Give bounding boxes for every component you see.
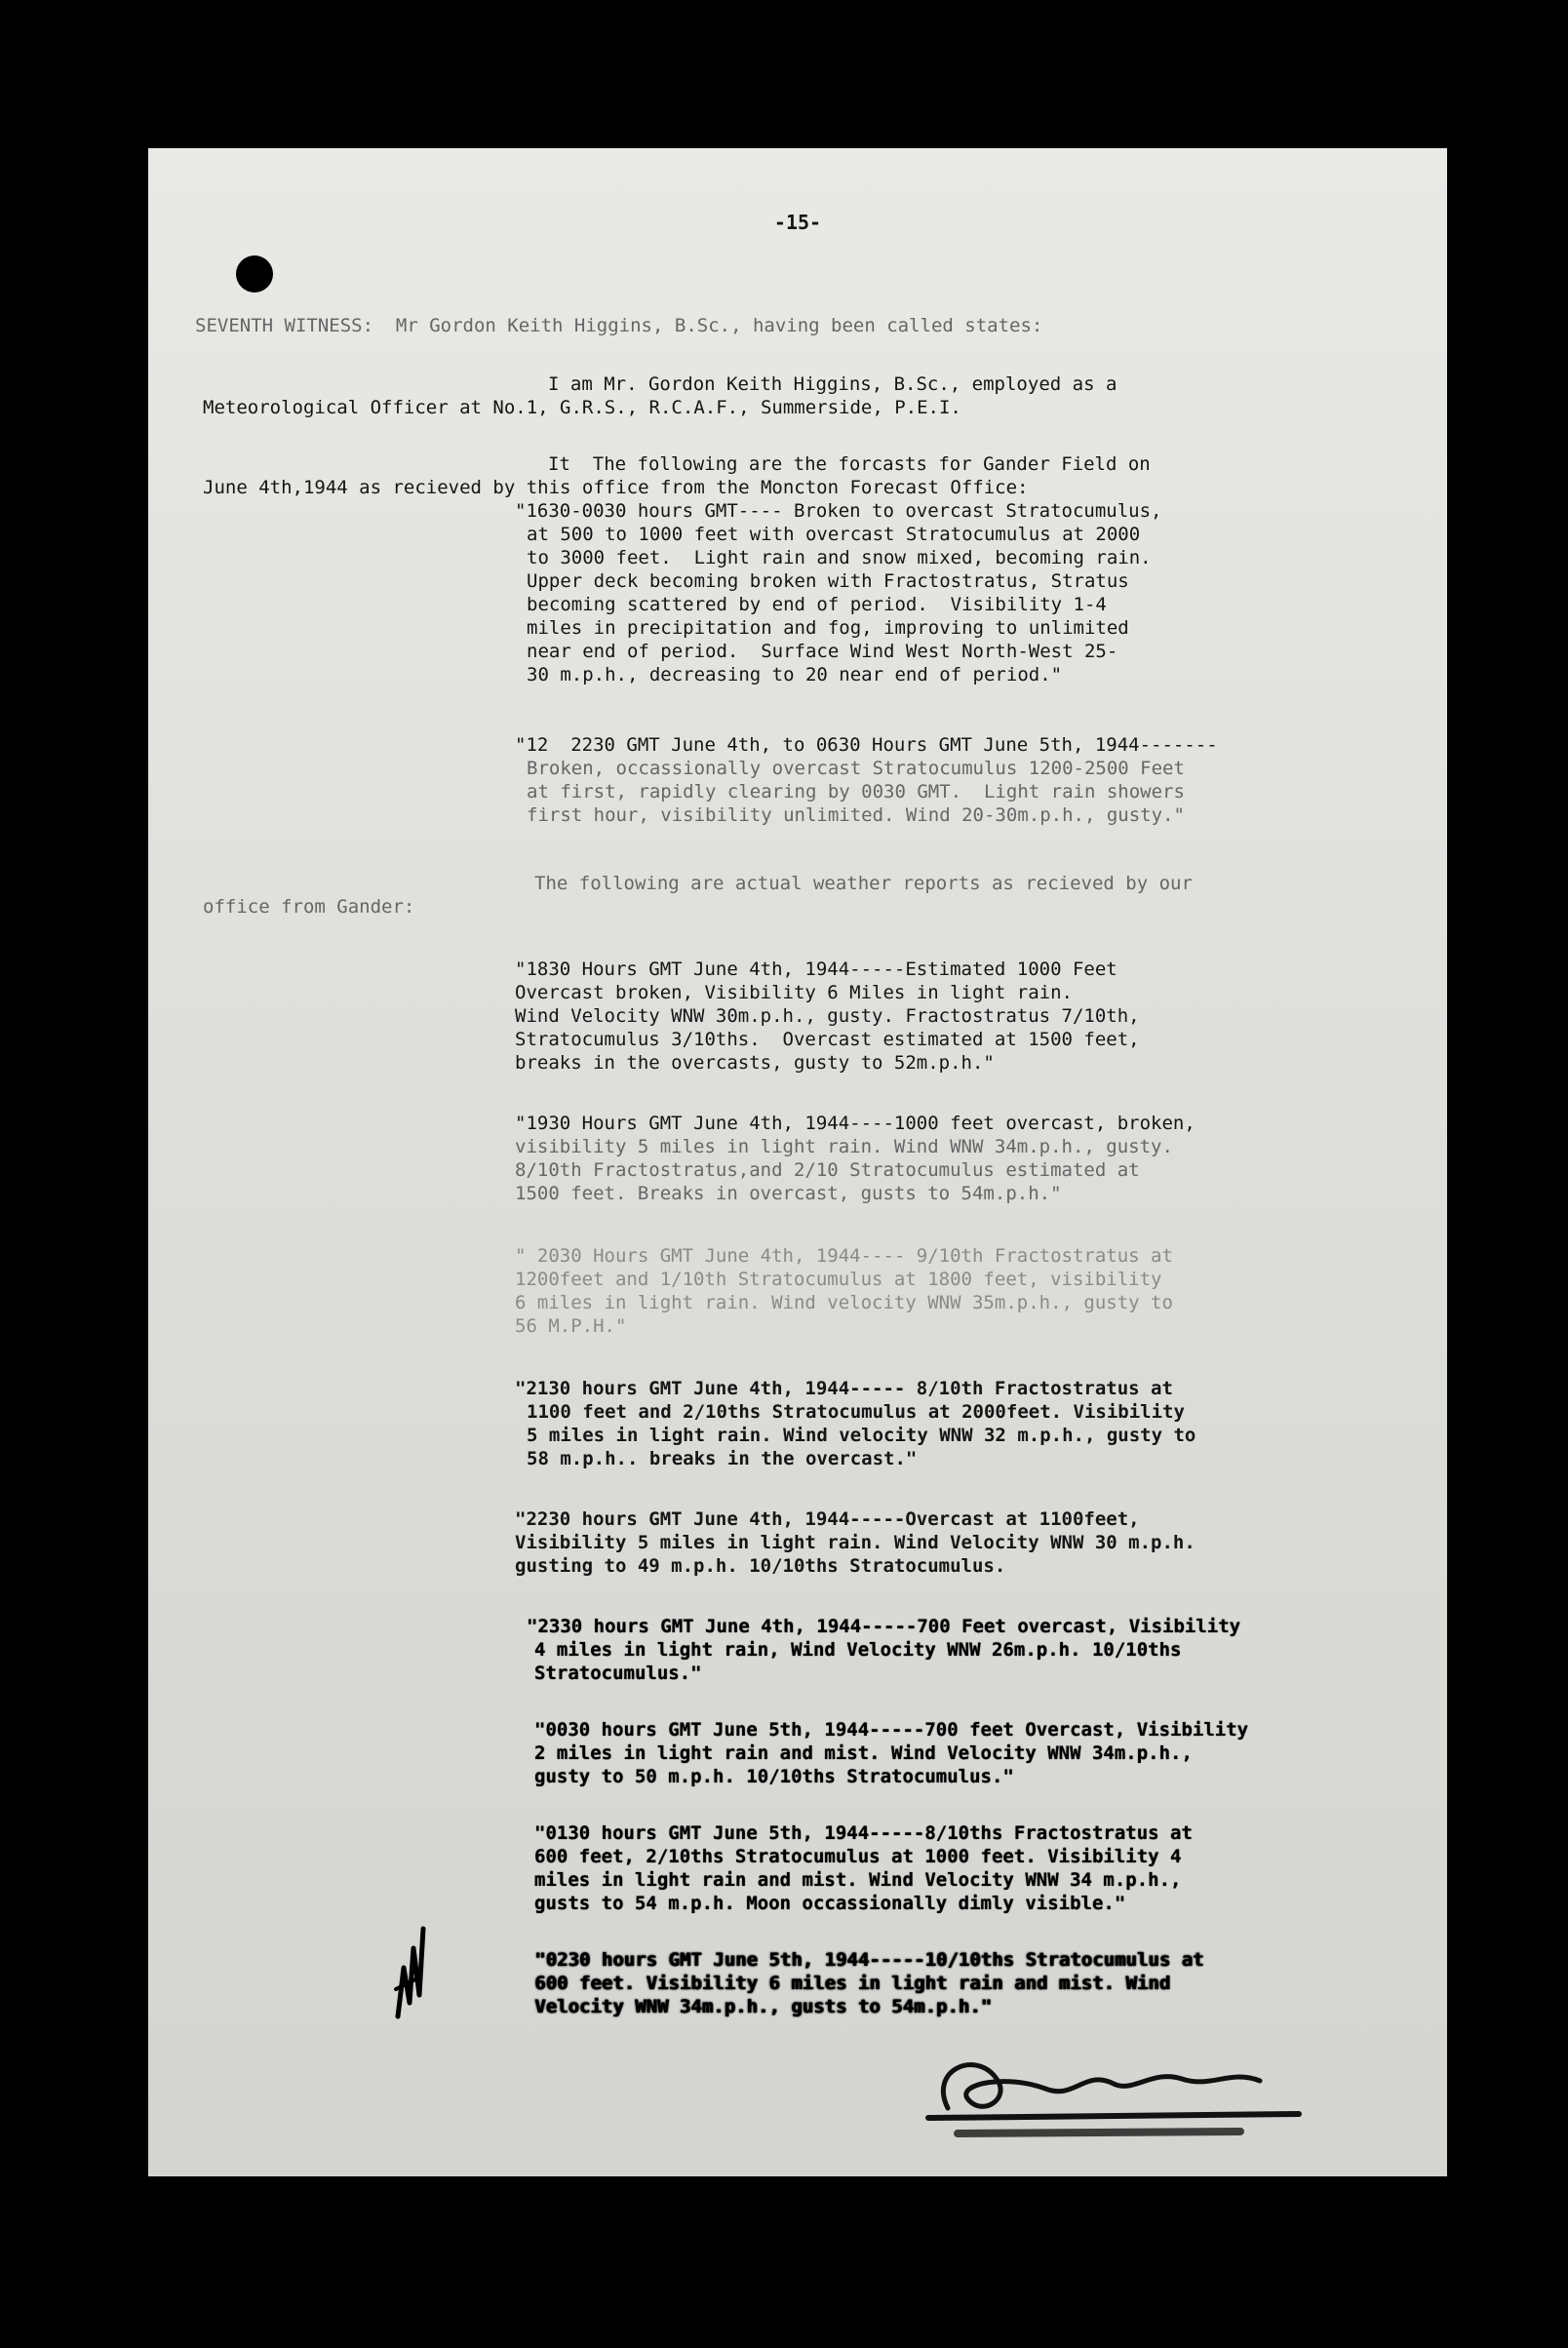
- forecast-line: 30 m.p.h., decreasing to 20 near end of period.": [527, 664, 1063, 685]
- forecast-line: Broken, occassionally overcast Stratocumulus 1200-2500 Feet: [527, 758, 1185, 779]
- intro-line: I am Mr. Gordon Keith Higgins, B.Sc., employed as a: [548, 373, 1117, 395]
- forecast-line: to 3000 feet. Light rain and snow mixed, becoming rain.: [527, 547, 1152, 568]
- forecast-line: at 500 to 1000 feet with overcast Stratocumulus at 2000: [527, 524, 1141, 545]
- report-line: 5 miles in light rain. Wind velocity WNW 32 m.p.h., gusty to: [527, 1425, 1196, 1446]
- document-page: [148, 148, 1447, 2176]
- forecast-line: first hour, visibility unlimited. Wind 20-30m.p.h., gusty.": [527, 804, 1185, 826]
- report-line: gusting to 49 m.p.h. 10/10ths Stratocumulus.: [515, 1555, 1006, 1577]
- report-line: gusts to 54 m.p.h. Moon occassionally dimly visible.": [534, 1893, 1126, 1914]
- report-line: 8/10th Fractostratus,and 2/10 Stratocumulus estimated at: [515, 1159, 1140, 1181]
- forecast-line: "1630-0030 hours GMT---- Broken to overcast Stratocumulus,: [515, 500, 1162, 522]
- page-number: -15-: [773, 211, 822, 234]
- report-line: 56 M.P.H.": [515, 1315, 627, 1337]
- report-line: visibility 5 miles in light rain. Wind WNW 34m.p.h., gusty.: [515, 1136, 1173, 1157]
- report-line: 58 m.p.h.. breaks in the overcast.": [527, 1448, 918, 1469]
- report-line: "0030 hours GMT June 5th, 1944-----700 feet Overcast, Visibility: [534, 1719, 1249, 1741]
- report-line: gusty to 50 m.p.h. 10/10ths Stratocumulus.": [534, 1766, 1014, 1787]
- report-line: "2330 hours GMT June 4th, 1944-----700 Feet overcast, Visibility: [527, 1616, 1241, 1637]
- margin-initials: [390, 1909, 429, 2026]
- forecast-line: becoming scattered by end of period. Visibility 1-4: [527, 594, 1107, 615]
- report-line: Stratocumulus.": [534, 1663, 702, 1684]
- report-line: "0230 hours GMT June 5th, 1944-----10/10ths Stratocumulus at: [534, 1949, 1204, 1971]
- forecast-line: at first, rapidly clearing by 0030 GMT. Light rain showers: [527, 781, 1185, 802]
- report-line: 6 miles in light rain. Wind velocity WNW 35m.p.h., gusty to: [515, 1292, 1173, 1313]
- witness-heading: SEVENTH WITNESS: Mr Gordon Keith Higgins, B.Sc., having been called states:: [195, 315, 1043, 336]
- report-line: Velocity WNW 34m.p.h., gusts to 54m.p.h.": [534, 1996, 992, 2017]
- report-line: "2230 hours GMT June 4th, 1944-----Overcast at 1100feet,: [515, 1508, 1140, 1530]
- report-line: 600 feet, 2/10ths Stratocumulus at 1000 feet. Visibility 4: [534, 1846, 1182, 1867]
- report-line: "0130 hours GMT June 5th, 1944-----8/10ths Fractostratus at: [534, 1822, 1193, 1844]
- forecast-intro-line: It The following are the forcasts for Gander Field on: [548, 453, 1151, 475]
- report-line: Visibility 5 miles in light rain. Wind Velocity WNW 30 m.p.h.: [515, 1532, 1196, 1553]
- report-line: "1830 Hours GMT June 4th, 1944-----Estimated 1000 Feet: [515, 959, 1117, 980]
- intro-line: Meteorological Officer at No.1, G.R.S., R.C.A.F., Summerside, P.E.I.: [203, 397, 961, 418]
- report-line: 1200feet and 1/10th Stratocumulus at 1800 feet, visibility: [515, 1269, 1162, 1290]
- actual-intro-line: The following are actual weather reports as recieved by our: [534, 873, 1193, 894]
- forecast-line: Upper deck becoming broken with Fractostratus, Stratus: [527, 570, 1129, 592]
- report-line: 1100 feet and 2/10ths Stratocumulus at 2000feet. Visibility: [527, 1401, 1185, 1423]
- signature: [889, 2040, 1338, 2147]
- report-line: Stratocumulus 3/10ths. Overcast estimated at 1500 feet,: [515, 1029, 1140, 1050]
- forecast-line: near end of period. Surface Wind West North-West 25-: [527, 641, 1118, 662]
- report-line: " 2030 Hours GMT June 4th, 1944---- 9/10th Fractostratus at: [515, 1245, 1173, 1267]
- report-line: "1930 Hours GMT June 4th, 1944----1000 feet overcast, broken,: [515, 1113, 1196, 1134]
- report-line: breaks in the overcasts, gusty to 52m.p.h.": [515, 1052, 995, 1074]
- actual-intro-line: office from Gander:: [203, 896, 415, 918]
- report-line: miles in light rain and mist. Wind Velocity WNW 34 m.p.h.,: [534, 1869, 1182, 1891]
- report-line: 600 feet. Visibility 6 miles in light rain and mist. Wind: [534, 1973, 1171, 1994]
- forecast-line: "12 2230 GMT June 4th, to 0630 Hours GMT June 5th, 1944-------: [515, 734, 1218, 756]
- forecast-line: miles in precipitation and fog, improving to unlimited: [527, 617, 1129, 639]
- report-line: "2130 hours GMT June 4th, 1944----- 8/10th Fractostratus at: [515, 1378, 1173, 1399]
- forecast-intro-line: June 4th,1944 as recieved by this office from the Moncton Forecast Office:: [203, 477, 1029, 498]
- report-line: Overcast broken, Visibility 6 Miles in light rain.: [515, 982, 1073, 1003]
- report-line: 1500 feet. Breaks in overcast, gusts to 54m.p.h.": [515, 1183, 1062, 1204]
- punch-hole: [236, 255, 273, 293]
- report-line: Wind Velocity WNW 30m.p.h., gusty. Fractostratus 7/10th,: [515, 1005, 1140, 1027]
- report-line: 4 miles in light rain, Wind Velocity WNW 26m.p.h. 10/10ths: [534, 1639, 1182, 1661]
- report-line: 2 miles in light rain and mist. Wind Velocity WNW 34m.p.h.,: [534, 1742, 1193, 1764]
